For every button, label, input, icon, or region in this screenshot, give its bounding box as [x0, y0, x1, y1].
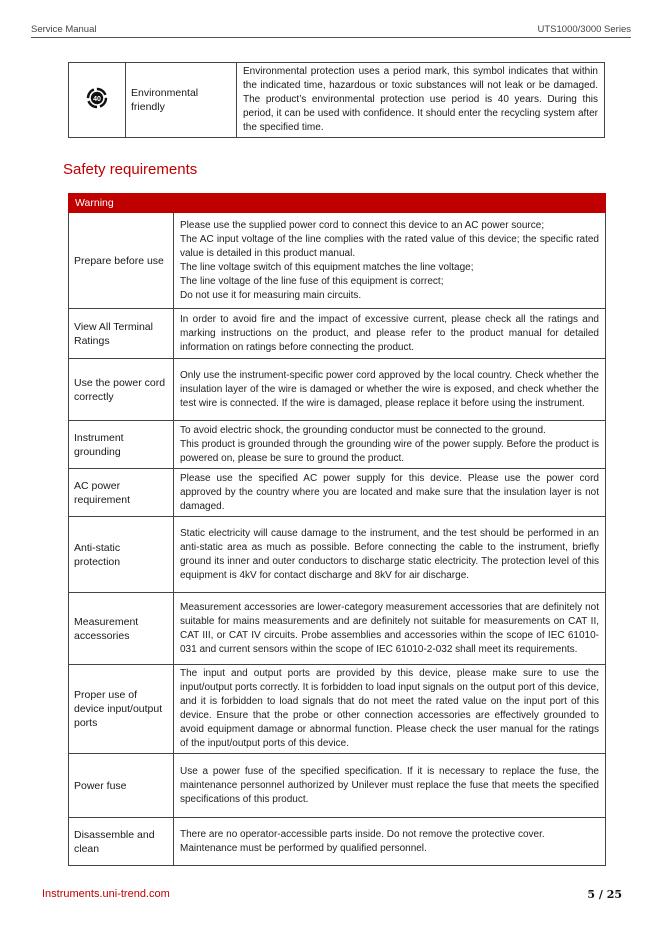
safety-row [69, 818, 606, 866]
epup-40-icon [85, 86, 109, 110]
safety-row-text [174, 754, 606, 818]
epup-icon-label: 40 [93, 95, 101, 103]
environmental-table [68, 62, 605, 138]
page-number: 5 / 25 [587, 888, 622, 901]
safety-row-label: Instrument grounding [69, 421, 174, 469]
safety-row [69, 359, 606, 421]
safety-row-text [174, 665, 606, 754]
safety-row-label: Use the power cord correctly [69, 359, 174, 421]
safety-row-label: AC power requirement [69, 469, 174, 517]
safety-row [69, 309, 606, 359]
safety-text-line: Maintenance must be performed by qualified personnel. [180, 842, 427, 854]
safety-row-text [174, 421, 606, 469]
footer-website-link[interactable]: Instruments.uni-trend.com [42, 888, 170, 900]
warning-header-row [69, 194, 606, 213]
environmental-row [69, 63, 605, 138]
safety-text-line: The line voltage of the line fuse of this equipment is correct; [180, 275, 444, 287]
safety-row-label: Disassemble and clean [69, 818, 174, 866]
safety-row-label: Anti-static protection [69, 517, 174, 593]
safety-text-line: Do not use it for measuring main circuits. [180, 289, 362, 301]
safety-text-line: Only use the instrument-specific power cord approved by the local country. Check whether the insulation layer of the wire is damaged or whether the wire is exposed, and check whether the test wire is connected. If the wire is damaged, please replace it before using the instrument. [180, 369, 599, 409]
safety-row-text [174, 517, 606, 593]
warning-header: Warning [69, 194, 606, 213]
safety-text-line: This product is grounded through the grounding wire of the power supply. Before the product is powered on, please be sure to ground the product. [180, 438, 599, 464]
safety-text-line: In order to avoid fire and the impact of excessive current, please check all the ratings and marking instructions on the product, and please refer to the product manual for detailed information on ratings before connecting the product. [180, 313, 599, 353]
safety-row [69, 421, 606, 469]
safety-text-line: There are no operator-accessible parts inside. Do not remove the protective cover. [180, 828, 545, 840]
safety-text-line: Please use the specified AC power supply for this device. Please use the power cord approved by the country where you are located and make sure that the insulation layer is not damaged. [180, 472, 599, 512]
safety-row-text [174, 309, 606, 359]
safety-row-text [174, 469, 606, 517]
safety-row-text [174, 818, 606, 866]
safety-row [69, 469, 606, 517]
safety-row [69, 665, 606, 754]
safety-text-line: The AC input voltage of the line complies with the rated value of this device; the specific rated value is detailed in this product manual. [180, 233, 599, 259]
section-title: Safety requirements [63, 161, 198, 178]
environmental-description: Environmental protection uses a period mark, this symbol indicates that within the indicated time, hazardous or toxic substances will not leak or be damaged. The product’s environmental protection use period is 40 years. During this period, it can be used with confidence. It should enter the recycling system after the specified time. [237, 63, 605, 138]
safety-text-line: The input and output ports are provided by this device, please make sure to use the input/output ports correctly. It is forbidden to load input signals on the output port of this device, and it is forbidden to load signals that do not meet the rated value on the input port of this device. Ensure that the probe or other connection accessories are effectively grounded to avoid equipment damage or abnormal function. Please check the user manual for the ratings of the input/output ports of this device. [180, 668, 599, 749]
safety-table [68, 193, 606, 866]
safety-row-text [174, 213, 606, 309]
safety-text-line: Please use the supplied power cord to connect this device to an AC power source; [180, 219, 545, 231]
safety-row-label: Prepare before use [69, 213, 174, 309]
safety-text-line: Measurement accessories are lower-category measurement accessories that are definitely not suitable for mains measurements and are definitely not suitable for measurements on CAT II, CAT III, or CAT IV circuits. Probe assemblies and accessories within the scope of IEC 61010-031 and current sensors within the scope of IEC 61010-2-032 shall meet its requirements. [180, 601, 599, 655]
safety-text-line: The line voltage switch of this equipment matches the line voltage; [180, 261, 474, 273]
environmental-name: Environmental friendly [126, 63, 237, 138]
header-divider [31, 37, 631, 38]
safety-row-label: Proper use of device input/output ports [69, 665, 174, 754]
safety-text-line: Static electricity will cause damage to the instrument, and the test should be performed in an anti-static area as much as possible. Before connecting the cable to the instrument, briefly ground its inner and outer conductors to discharge static electricity. The protection level of this equipment is 4kV for contact discharge and 8kV for air discharge. [180, 527, 599, 581]
safety-row [69, 593, 606, 665]
safety-row-label: Measurement accessories [69, 593, 174, 665]
safety-row-label: Power fuse [69, 754, 174, 818]
safety-row [69, 754, 606, 818]
header-series: UTS1000/3000 Series [537, 24, 631, 35]
safety-row-text [174, 359, 606, 421]
header-title: Service Manual [31, 24, 97, 35]
safety-row [69, 517, 606, 593]
safety-row-text [174, 593, 606, 665]
safety-row-label: View All Terminal Ratings [69, 309, 174, 359]
safety-row [69, 213, 606, 309]
environmental-icon-cell [69, 63, 126, 138]
safety-text-line: To avoid electric shock, the grounding conductor must be connected to the ground. [180, 424, 546, 436]
safety-text-line: Use a power fuse of the specified specification. If it is necessary to replace the fuse, the maintenance personnel authorized by Unilever must replace the fuse that meets the specified specifications of this product. [180, 765, 599, 805]
